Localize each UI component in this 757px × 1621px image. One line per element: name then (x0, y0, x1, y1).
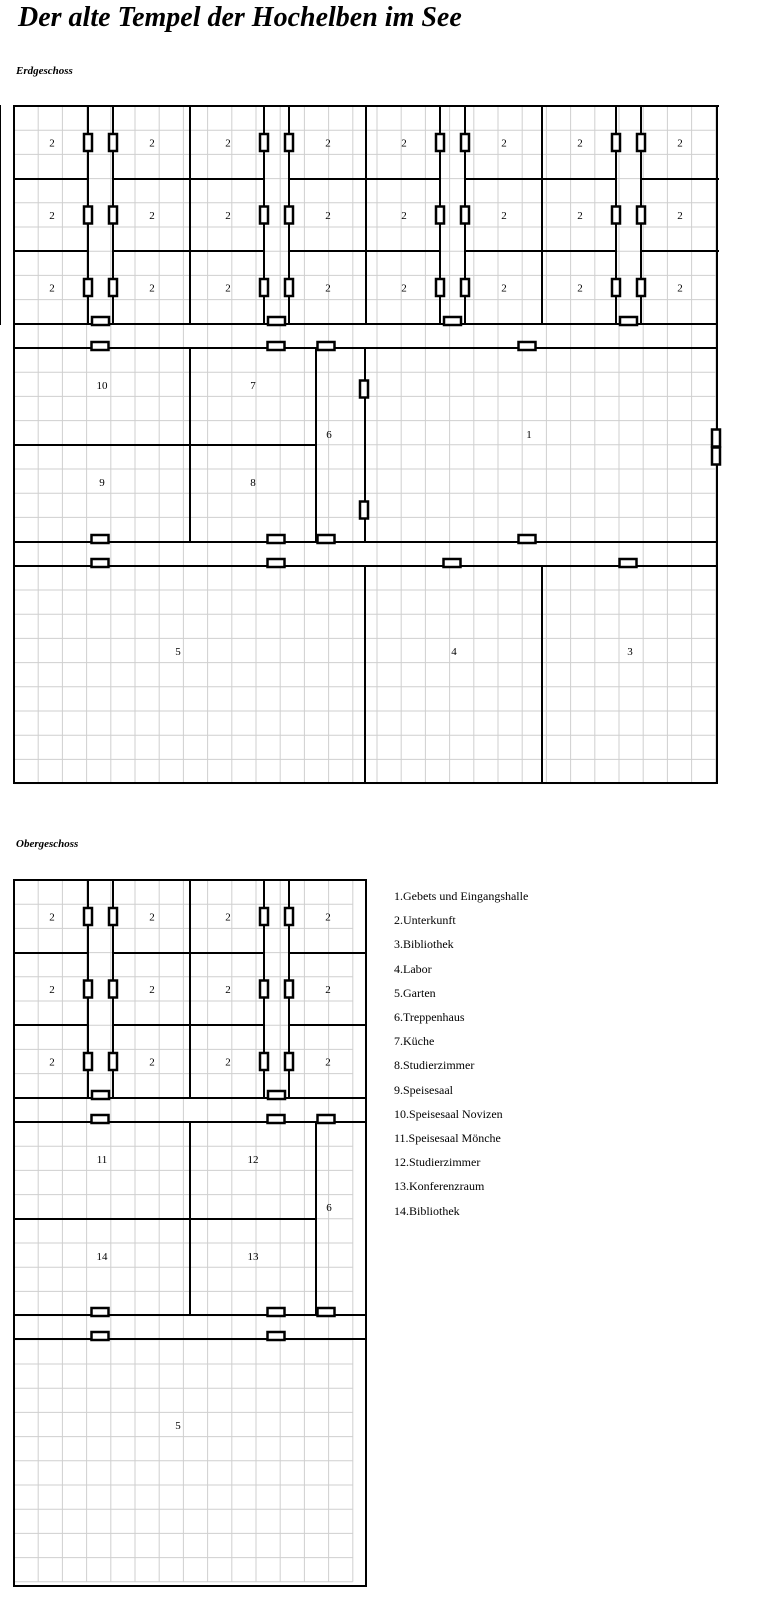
room-number: 2 (677, 210, 683, 222)
room-number: 2 (677, 137, 683, 150)
door (637, 207, 645, 224)
legend-item: 14.Bibliothek (394, 1203, 460, 1218)
legend-item: 7.Küche (394, 1034, 435, 1049)
door (92, 559, 109, 567)
legend-item: 5.Garten (394, 985, 436, 1000)
door (285, 1053, 293, 1070)
door (109, 279, 117, 296)
room-number: 2 (149, 137, 155, 150)
door (92, 1115, 109, 1123)
room-number: 6 (326, 1202, 332, 1214)
room-number: 2 (501, 137, 507, 150)
door (268, 1308, 285, 1316)
door (285, 279, 293, 296)
room-number: 2 (149, 984, 155, 996)
room-number: 2 (149, 210, 155, 222)
legend-item: 12.Studierzimmer (394, 1155, 481, 1170)
door (318, 535, 335, 543)
door (620, 317, 637, 325)
door (436, 134, 444, 151)
door (84, 981, 92, 998)
room-number: 2 (577, 210, 583, 222)
page-title: Der alte Tempel der Hochelben im See (18, 2, 462, 33)
door (444, 317, 461, 325)
room-number: 2 (225, 210, 231, 222)
door (109, 207, 117, 224)
door (360, 502, 368, 519)
room-number: 5 (175, 1420, 181, 1432)
room-number: 3 (627, 646, 633, 658)
room-number: 2 (325, 1056, 331, 1069)
floor-label-upper: Obergeschoss (16, 838, 79, 850)
door (260, 207, 268, 224)
door (612, 207, 620, 224)
door (285, 908, 293, 925)
door (92, 317, 109, 325)
door (109, 1053, 117, 1070)
room-number: 2 (49, 210, 55, 222)
room-number: 12 (247, 1154, 259, 1166)
room-number: 2 (49, 984, 55, 996)
door (84, 908, 92, 925)
door (620, 559, 637, 567)
room-number: 2 (225, 911, 231, 924)
door (92, 1332, 109, 1340)
room-number: 2 (49, 911, 55, 924)
legend-item: 8.Studierzimmer (394, 1058, 475, 1073)
room-number: 2 (577, 137, 583, 150)
room-number: 14 (96, 1251, 108, 1263)
legend-item: 11.Speisesaal Mönche (394, 1131, 501, 1146)
door (268, 1115, 285, 1123)
door (84, 279, 92, 296)
door (92, 342, 109, 350)
door (637, 279, 645, 296)
door (260, 1053, 268, 1070)
door (84, 134, 92, 151)
room-number: 2 (149, 1056, 155, 1069)
room-number: 2 (325, 984, 331, 996)
room-number: 2 (225, 137, 231, 150)
door (360, 381, 368, 398)
legend-item: 9.Speisesaal (394, 1082, 453, 1097)
door (461, 207, 469, 224)
room-number: 2 (225, 282, 231, 295)
room-number: 2 (401, 137, 407, 150)
door (612, 279, 620, 296)
door (84, 1053, 92, 1070)
door (109, 908, 117, 925)
door (268, 342, 285, 350)
floor-label-ground: Erdgeschoss (16, 65, 73, 77)
door (318, 342, 335, 350)
legend-item: 2.Unterkunft (394, 913, 456, 928)
room-number: 2 (401, 282, 407, 295)
legend-item: 10.Speisesaal Novizen (394, 1106, 503, 1121)
room-number: 2 (325, 137, 331, 150)
room-number: 2 (225, 1056, 231, 1069)
room-number: 2 (49, 1056, 55, 1069)
legend-item: 6.Treppenhaus (394, 1010, 465, 1025)
room-number: 2 (577, 282, 583, 295)
door (268, 535, 285, 543)
room-number: 6 (326, 429, 332, 441)
door (519, 535, 536, 543)
room-number: 2 (501, 282, 507, 295)
room-number: 2 (325, 282, 331, 295)
door (461, 134, 469, 151)
door (519, 342, 536, 350)
room-number: 10 (96, 380, 108, 392)
room-number: 7 (250, 380, 256, 392)
legend-item: 3.Bibliothek (394, 937, 454, 952)
room-number: 11 (96, 1154, 108, 1166)
door (318, 1115, 335, 1123)
door (260, 908, 268, 925)
door (109, 981, 117, 998)
room-number: 2 (149, 911, 155, 924)
door (285, 207, 293, 224)
room-number: 9 (99, 477, 105, 489)
room-number: 8 (250, 477, 256, 489)
door (318, 1308, 335, 1316)
door (92, 1091, 109, 1099)
legend-item: 4.Labor (394, 961, 432, 976)
room-number: 2 (149, 282, 155, 295)
room-number: 2 (501, 210, 507, 222)
room-number: 2 (325, 210, 331, 222)
door (436, 207, 444, 224)
room-number: 2 (225, 984, 231, 996)
room-number: 13 (247, 1251, 259, 1263)
door (268, 559, 285, 567)
door (260, 134, 268, 151)
door (444, 559, 461, 567)
door (712, 430, 720, 447)
room-number: 2 (401, 210, 407, 222)
room-number: 2 (49, 137, 55, 150)
door (461, 279, 469, 296)
door (260, 981, 268, 998)
room-number: 2 (677, 282, 683, 295)
door (260, 279, 268, 296)
door (637, 134, 645, 151)
door (268, 1332, 285, 1340)
door (285, 981, 293, 998)
room-number: 5 (175, 646, 181, 658)
room-number: 1 (526, 429, 532, 441)
room-number: 2 (325, 911, 331, 924)
door (612, 134, 620, 151)
door (436, 279, 444, 296)
door (84, 207, 92, 224)
door (268, 1091, 285, 1099)
legend (394, 884, 528, 1223)
door (92, 535, 109, 543)
room-number: 4 (451, 646, 457, 658)
door (285, 134, 293, 151)
door (109, 134, 117, 151)
legend-item: 13.Konferenzraum (394, 1179, 485, 1194)
door (268, 317, 285, 325)
room-number: 2 (49, 282, 55, 295)
door (92, 1308, 109, 1316)
door (712, 448, 720, 465)
legend-item: 1.Gebets und Eingangshalle (394, 889, 529, 903)
